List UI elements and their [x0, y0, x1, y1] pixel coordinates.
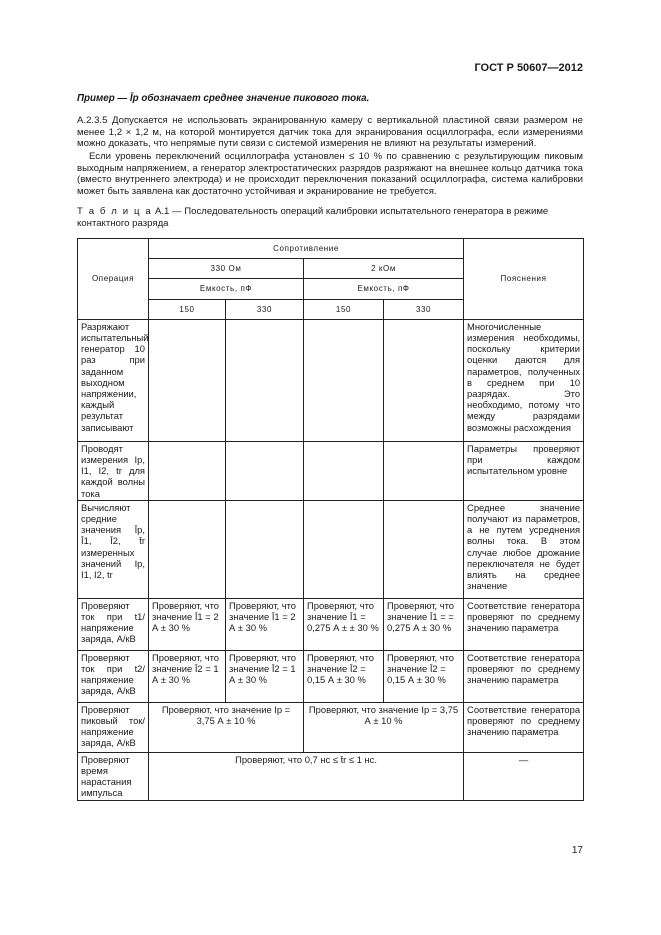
header-150-a: 150: [149, 299, 226, 319]
row-cell: Проверяют, что значение Ī2 = 1 А ± 30 %: [149, 650, 226, 702]
row-note: Соответствие генератора проверяют по среднему значению параметра: [464, 702, 584, 752]
caption-text: А.1 — Последовательность операций калибровки испытательного генератора в режиме контактного разряда: [77, 206, 549, 229]
row-cell: Проверяют, что значение Ī2 = 0,15 А ± 30 %: [304, 650, 384, 702]
calibration-table: [77, 238, 584, 801]
row-note: Соответствие генератора проверяют по среднему значению параметра: [464, 598, 584, 650]
header-resistance: Сопротивление: [149, 239, 464, 259]
page-number: 17: [571, 845, 583, 856]
row-cell: Проверяют, что значение Ī1 = 0,275 А ± ± 30 %: [304, 598, 384, 650]
row-operation: Проверяют время нарастания импульса: [78, 752, 149, 800]
row-cell: Проверяют, что значение Ī1 = 2 А ± 30 %: [226, 598, 304, 650]
table-row: [78, 752, 584, 800]
row-note: —: [464, 752, 584, 800]
row-operation: Проверяют ток при t2/напряжение заряда, А/кВ: [78, 650, 149, 702]
table-row: [78, 650, 584, 702]
row-cell: Проверяют, что значение Ī1 = = 0,275 А ± 30 %: [384, 598, 464, 650]
table-row: [78, 441, 584, 500]
row-operation: Проводят измерения Ip, I1, I2, tr для каждой волны тока: [78, 441, 149, 500]
paragraph-a235: А.2.3.5 Допускается не использовать экранированную камеру с вертикальной пластиной связи размером не менее 1,2 × 1,2 м, на которой монтируется датчик тока для экранирования осциллографа, если измерениями можно доказать, что непрямые пути связи с системой измерения не влияют на результаты измерений.: [77, 115, 583, 150]
row-cell-all: Проверяют, что 0,7 нс ≤ t̄r ≤ 1 нс.: [149, 752, 464, 800]
row-note: Среднее значение получают из параметров, а не путем усреднения волны тока. В этом случае любое дрожание переключателя не будет влиять на среднее значение: [464, 500, 584, 598]
row-cell: Проверяют, что значение Ī2 = 0,15 А ± 30 %: [384, 650, 464, 702]
row-cell-330: Проверяют, что значение Ip = 3,75 А ± 10 %: [149, 702, 304, 752]
header-2-kohm: 2 кОм: [304, 259, 464, 279]
table-row: [78, 598, 584, 650]
caption-label: Т а б л и ц а: [77, 206, 153, 217]
example-line: Пример — Īp обозначает среднее значение пикового тока.: [77, 93, 370, 104]
table-row: [78, 319, 584, 441]
header-capacitance-1: Емкость, пФ: [149, 279, 304, 299]
header-330-a: 330: [226, 299, 304, 319]
row-operation: Разряжают испытательный генератор 10 раз при заданном выходном напряжении, каждый результат записывают: [78, 319, 149, 441]
row-operation: Проверяют пиковый ток/напряжение заряда, А/кВ: [78, 702, 149, 752]
row-note: Параметры проверяют при каждом испытательном уровне: [464, 441, 584, 500]
table-caption: [77, 206, 583, 229]
header-330-ohm: 330 Ом: [149, 259, 304, 279]
header-operation: Операция: [78, 239, 149, 320]
row-cell-2k: Проверяют, что значение Ip = 3,75 А ± 10 %: [304, 702, 464, 752]
header-notes: Пояснения: [464, 239, 584, 320]
header-capacitance-2: Емкость, пФ: [304, 279, 464, 299]
header-150-b: 150: [304, 299, 384, 319]
row-cell: Проверяют, что значение Ī1 = 2 А ± 30 %: [149, 598, 226, 650]
row-note: Соответствие генератора проверяют по среднему значению параметра: [464, 650, 584, 702]
standard-number: ГОСТ Р 50607—2012: [474, 62, 583, 74]
table-row: [78, 702, 584, 752]
table-row: [78, 500, 584, 598]
row-note: Многочисленные измерения необходимы, поскольку критерии оценки даются для параметров, полученных в среднем при 10 разрядах. Это необходимо, потому что между разрядами возможны расхождения: [464, 319, 584, 441]
row-operation: Вычисляют средние значения Īp, Ī1, Ī2, t̄r измеренных значений Ip, I1, I2, tr: [78, 500, 149, 598]
paragraph-switching-level: Если уровень переключений осциллографа установлен ≤ 10 % по сравнению с результирующим пиковым выходным напряжением, а генератор электростатических разрядов разряжают на внешнее кольцо датчика тока (вместо внутреннего электрода) и не происходит переключения показаний осциллографа, система калибровки может быть заявлена как достаточно устойчивая и экранирование не требуется.: [77, 151, 583, 197]
row-cell: Проверяют, что значение Ī2 = 1 А ± 30 %: [226, 650, 304, 702]
row-operation: Проверяют ток при t1/напряжение заряда, А/кВ: [78, 598, 149, 650]
header-330-b: 330: [384, 299, 464, 319]
